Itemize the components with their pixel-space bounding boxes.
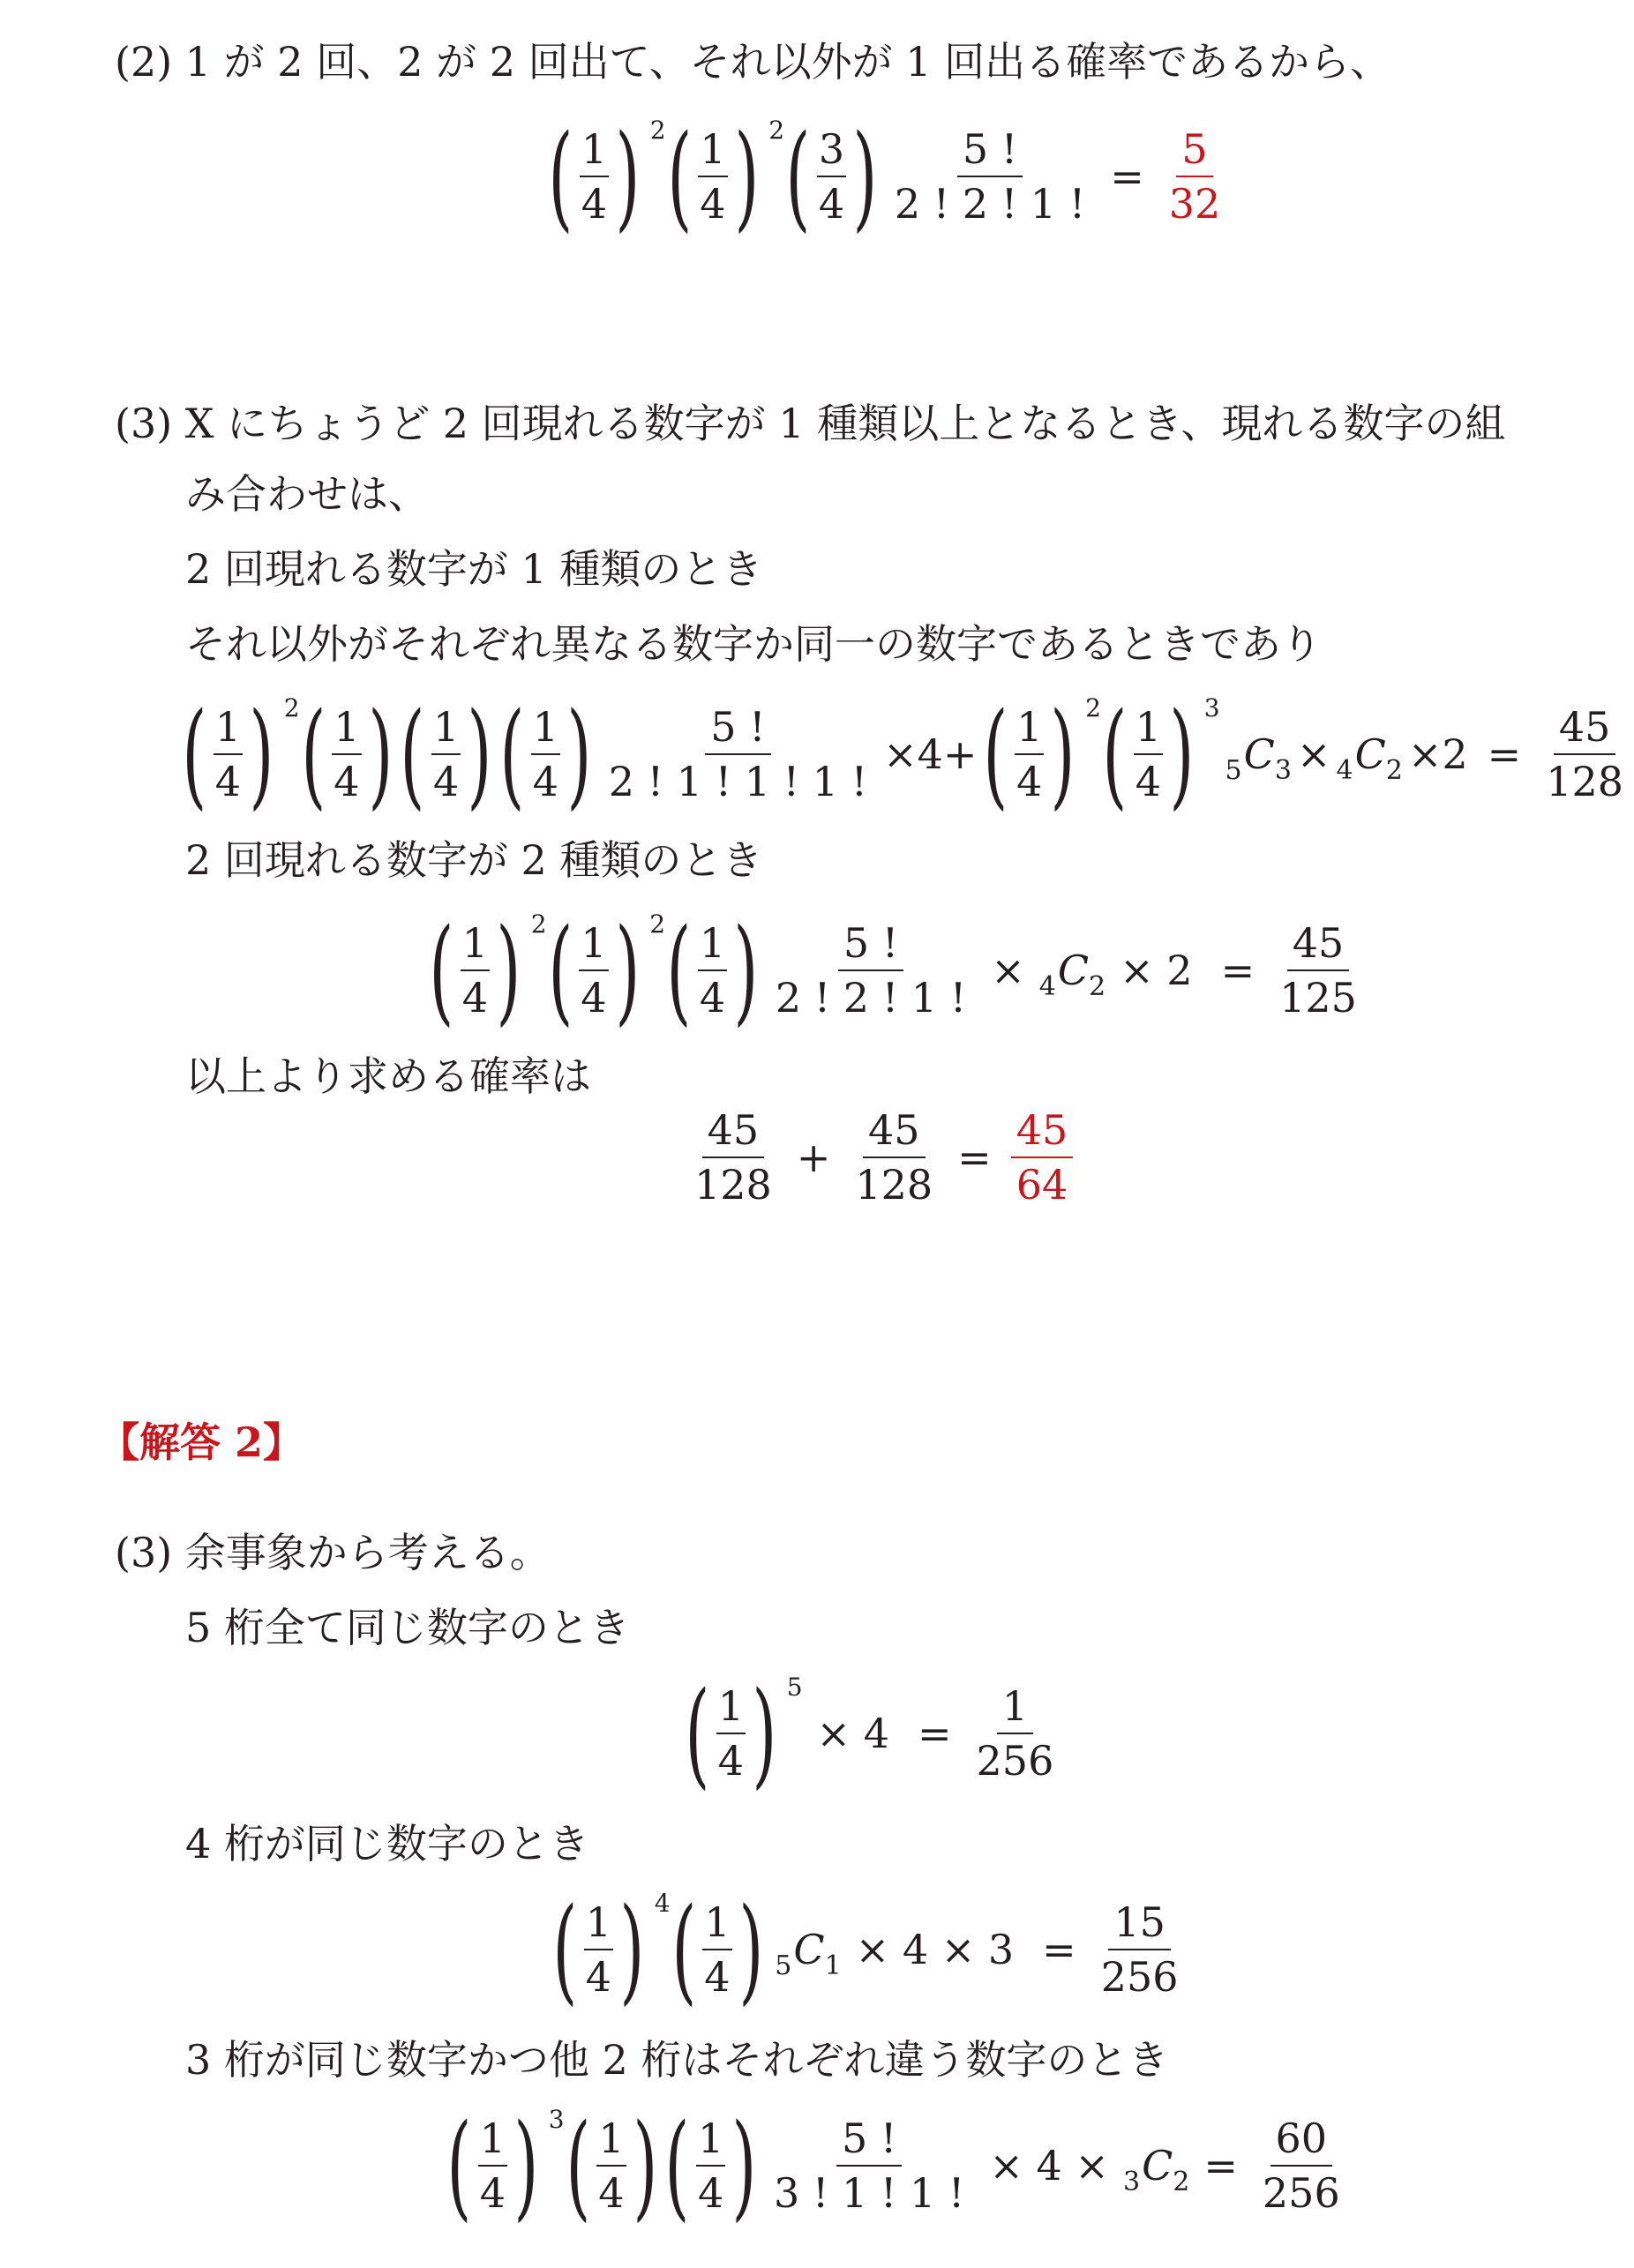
- fraction: $\frac{1}{4}$: [1135, 703, 1161, 805]
- equals-sign: =: [957, 1134, 992, 1181]
- result-fraction: $\frac{15}{256}$: [1100, 1898, 1179, 2001]
- times-plus: ×4+: [883, 730, 978, 778]
- answer-2-line2: 5 桁全て同じ数字のとき: [185, 1604, 630, 1651]
- fraction-factorial: $\frac{5 !}{2 ! 2 ! 1 !}$: [894, 125, 1086, 228]
- equals-sign: =: [1487, 730, 1522, 778]
- exponent: 2: [1085, 693, 1101, 722]
- fraction: $\frac{1}{4}$: [700, 125, 726, 228]
- times-sign: ×: [991, 947, 1025, 994]
- equals-sign: =: [1110, 153, 1144, 200]
- answer-fraction: $\frac{45}{64}$: [1011, 1107, 1074, 1208]
- equation-p2: [547, 109, 1231, 243]
- exponent: 4: [654, 1889, 671, 1918]
- exponent: 2: [768, 116, 785, 145]
- fraction: $\frac{1}{4}$: [581, 919, 607, 1022]
- combination: $_3C_2$: [1122, 2142, 1190, 2197]
- paren-term: ( $\frac{3}{4}$ ): [785, 109, 878, 243]
- problem-3-line1: [115, 397, 1505, 450]
- fraction-factorial: $\frac{5 !}{3 ! 1 ! 1 !}$: [773, 2115, 965, 2217]
- exponent: 5: [786, 1673, 803, 1702]
- exponent: 2: [649, 909, 666, 939]
- fraction-factorial: $\frac{5 !}{2 ! 1 ! 1 ! 1 !}$: [608, 703, 868, 805]
- fraction-factorial: $\frac{5 !}{2 ! 2 ! 1 !}$: [775, 919, 967, 1022]
- fraction: $\frac{1}{4}$: [461, 919, 488, 1022]
- result-fraction: $\frac{60}{256}$: [1262, 2115, 1340, 2217]
- fraction: $\frac{1}{4}$: [479, 2115, 506, 2217]
- fraction: $\frac{1}{4}$: [334, 703, 360, 805]
- fraction: $\frac{1}{4}$: [214, 703, 241, 805]
- problem-3-line5: 2 回現れる数字が 2 種類のとき: [185, 836, 763, 884]
- problem-2-label: (2): [115, 38, 173, 86]
- answer-fraction: $\frac{5}{32}$: [1168, 125, 1221, 228]
- paren-term: ( $\frac{1}{4}$ ): [548, 109, 641, 243]
- fraction: $\frac{1}{4}$: [532, 703, 558, 805]
- exponent: 2: [530, 909, 547, 939]
- result-fraction: $\frac{45}{128}$: [1546, 703, 1624, 805]
- equation-a2-d: ( $\frac{1}{4}$ ) 5 × 4 = $\frac{1}{256}$: [684, 1676, 1064, 1791]
- combination: $_5C_3$: [1225, 730, 1292, 786]
- fraction: $\frac{1}{4}$: [697, 2115, 724, 2217]
- combination: $_5C_1$: [775, 1926, 842, 1981]
- exponent: 2: [283, 693, 300, 722]
- times-two: ×2: [1407, 730, 1468, 778]
- equals-sign: =: [917, 1710, 952, 1757]
- equation-a2-e: ( $\frac{1}{4}$ ) 4 ( $\frac{1}{4}$ ) $_5C_1$ × 4 × 3 = $\frac{15}{256}$: [551, 1892, 1189, 2007]
- exponent: 3: [548, 2105, 565, 2134]
- fraction: $\frac{1}{4}$: [717, 1682, 744, 1785]
- equation-a2-f: ( $\frac{1}{4}$ ) 3 ( $\frac{1}{4}$ ) ( $\frac{1}{4}$ ) $\frac{5 !}{3 ! 1 ! 1 !}$ × 4 × $_3C_2$ = $\frac{60}{256}$: [446, 2108, 1351, 2223]
- fraction: $\frac{3}{4}$: [818, 125, 845, 228]
- plus-sign: +: [796, 1134, 831, 1181]
- problem-3-line6: 以上より求める確率は: [185, 1052, 591, 1100]
- problem-3-line3: 2 回現れる数字が 1 種類のとき: [185, 545, 763, 593]
- answer-2-heading: 【解答 2】: [99, 1418, 304, 1466]
- fraction: $\frac{1}{4}$: [1016, 703, 1043, 805]
- equals-sign: =: [1042, 1926, 1076, 1973]
- problem-3-label: (3): [115, 400, 173, 447]
- answer-2-line3: 4 桁が同じ数字のとき: [185, 1820, 589, 1868]
- combination: $_4C_2$: [1038, 947, 1106, 1002]
- fraction: $\frac{1}{4}$: [432, 703, 460, 805]
- fraction: $\frac{1}{4}$: [704, 1898, 731, 2001]
- fraction: $\frac{1}{4}$: [585, 1898, 611, 2001]
- problem-2-text: 1 が 2 回、2 が 2 回出て、それ以外が 1 回出る確率であるから、: [184, 38, 1391, 86]
- exponent: 3: [1203, 693, 1220, 722]
- times-sign: ×: [1296, 730, 1331, 778]
- result-fraction: $\frac{45}{125}$: [1279, 919, 1357, 1022]
- equation-p3-a: ( $\frac{1}{4}$ ) 2 ( $\frac{1}{4}$ ) ( $\frac{1}{4}$ ) ( $\frac{1}{4}$ ) $\frac{5 !}{2 ! 1 ! 1 ! 1 !}$ ×4+ ( $\frac{1}{4}$ ) 2 ( $\frac{1}{4}$ ) 3 $_5C_3$ × $_4C_2$ ×2 = $\frac{45}{128}$: [181, 697, 1634, 812]
- problem-3-text: X にちょうど 2 回現れる数字が 1 種類以上となるとき、現れる数字の組: [184, 400, 1506, 447]
- fraction: $\frac{1}{4}$: [581, 125, 607, 228]
- times-four: × 4 ×: [989, 2142, 1109, 2189]
- answer-2-text: 余事象から考える。: [184, 1529, 551, 1576]
- fraction: $\frac{1}{4}$: [699, 919, 726, 1022]
- times-four: × 4: [816, 1710, 889, 1757]
- times-four-three: × 4 × 3: [855, 1926, 1015, 1973]
- paren-term: ( $\frac{1}{4}$ ): [666, 109, 759, 243]
- answer-2-label: (3): [115, 1529, 173, 1576]
- equation-p3-b: ( $\frac{1}{4}$ ) 2 ( $\frac{1}{4}$ ) 2 ( $\frac{1}{4}$ ) $\frac{5 !}{2 ! 2 ! 1 !}$ × $_4C_2$ × 2 = $\frac{45}{125}$: [428, 913, 1368, 1028]
- answer-2-line4: 3 桁が同じ数字かつ他 2 桁はそれぞれ違う数字のとき: [185, 2036, 1169, 2084]
- equation-p3-c: [684, 1107, 1078, 1208]
- times-two: × 2: [1120, 947, 1193, 994]
- fraction: $\frac{45}{128}$: [694, 1106, 772, 1209]
- exponent: 2: [649, 116, 666, 145]
- combination: $_4C_2$: [1336, 730, 1403, 786]
- fraction: $\frac{45}{128}$: [855, 1106, 933, 1209]
- equals-sign: =: [1203, 2142, 1238, 2189]
- problem-2-statement: [115, 35, 1390, 88]
- problem-3-line4: それ以外がそれぞれ異なる数字か同一の数字であるときであり: [185, 620, 1322, 668]
- fraction: $\frac{1}{4}$: [598, 2115, 625, 2217]
- problem-3-line2: み合わせは、: [185, 470, 429, 518]
- equals-sign: =: [1220, 947, 1255, 994]
- answer-2-line1: [115, 1526, 551, 1579]
- result-fraction: $\frac{1}{256}$: [976, 1682, 1054, 1785]
